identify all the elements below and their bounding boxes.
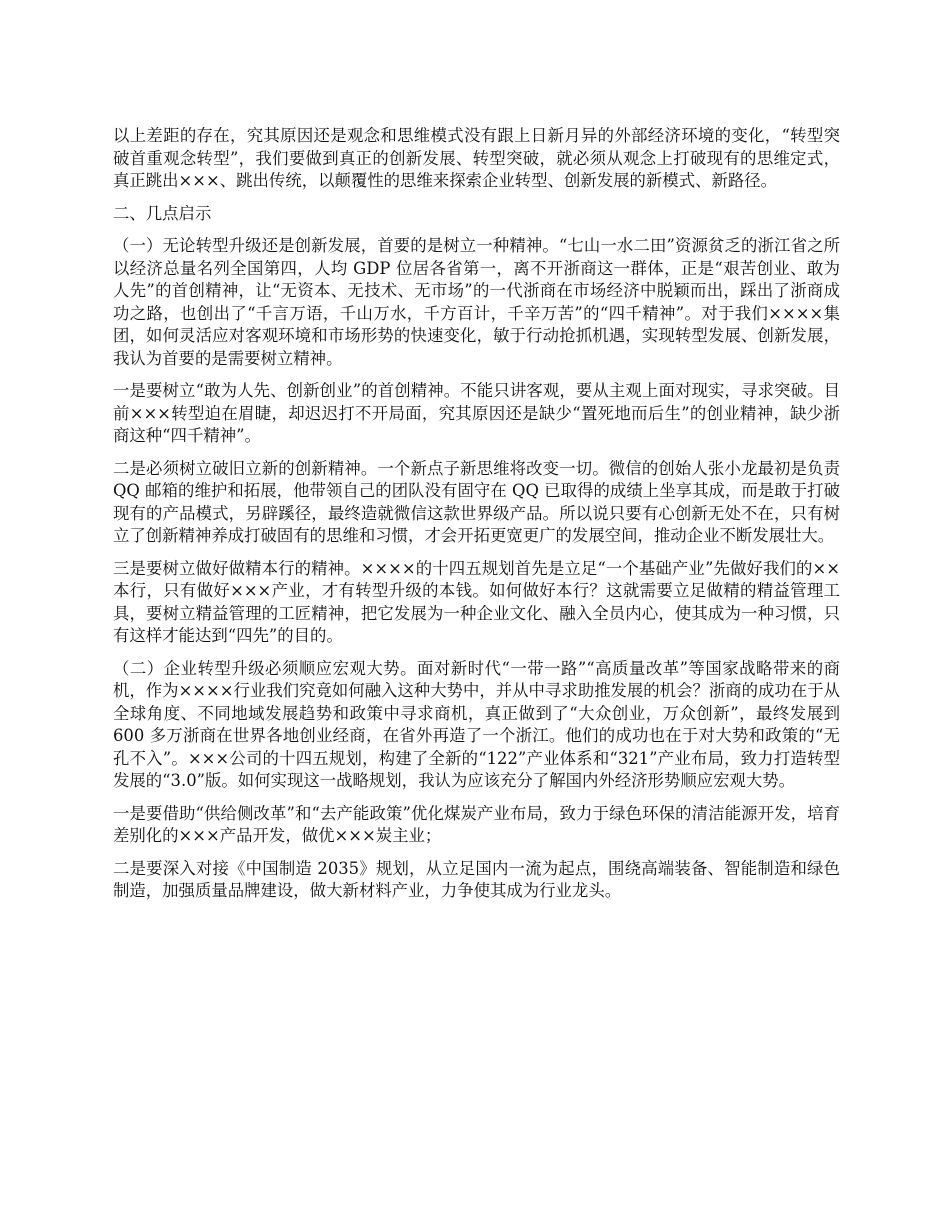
section-heading-insights: 二、几点启示 [113, 203, 212, 223]
paragraph-innovation-spirit: 二是必须树立破旧立新的创新精神。一个新点子新思维将改变一切。微信的创始人张小龙最初是负责 QQ 邮箱的维护和拓展，他带领自己的团队没有固守在 QQ 已取得的成绩上坐享其成，而是敢于打破现有的产品模式，另辟蹊径，最终造就微信这款世界级产品。所以说只要有心创新无处不在，只有树立了创新精神养成打破固有的思维和习惯，才会开拓更宽更广的发展空间，推动企业不断发展壮大。 [113, 458, 840, 545]
paragraph-gap-analysis: 以上差距的存在，究其原因还是观念和思维模式没有跟上日新月异的外部经济环境的变化，“转型突破首重观念转型”，我们要做到真正的创新发展、转型突破，就必须从观念上打破现有的思维定式，真正跳出×××、跳出传统，以颠覆性的思维来探索企业转型、创新发展的新模式、新路径。 [113, 126, 840, 190]
paragraph-macro-trends: （二）企业转型升级必须顺应宏观大势。面对新时代“一带一路”“高质量改革”等国家战略带来的商机，作为××××行业我们究竟如何融入这种大势中，并从中寻求助推发展的机会？浙商的成功在于从全球角度、不同地域发展趋势和政策中寻求商机，真正做到了“大众创业，万众创新”，最终发展到 600 多万浙商在世界各地创业经商，在省外再造了一个浙江。他们的成功也在于对大势和政策的“无孔不入”。×××公司的十四五规划，构建了全新的“122”产业体系和“321”产业布局，致力打造转型发展的“3.0”版。如何实现这一战略规划，我认为应该充分了解国内外经济形势顺应宏观大势。 [113, 658, 840, 790]
paragraph-pioneering-spirit: 一是要树立“敢为人先、创新创业”的首创精神。不能只讲客观，要从主观上面对现实，寻求突破。目前×××转型迫在眉睫，却迟迟打不开局面，究其原因还是缺少“置死地而后生”的创业精神，缺少浙商这种“四千精神”。 [113, 381, 840, 445]
paragraph-craftsmanship-spirit: 三是要树立做好做精本行的精神。××××的十四五规划首先是立足“一个基础产业”先做好我们的××本行，只有做好×××产业，才有转型升级的本钱。如何做好本行？这就需要立足做精的精益管理工具，要树立精益管理的工匠精神，把它发展为一种企业文化、融入全员内心，使其成为一种习惯，只有这样才能达到“四先”的目的。 [113, 558, 840, 645]
document-body [113, 125, 840, 913]
paragraph-made-in-china: 二是要深入对接《中国制造 2035》规划，从立足国内一流为起点，围绕高端装备、智能制造和绿色制造，加强质量品牌建设，做大新材料产业，力争使其成为行业龙头。 [113, 858, 840, 900]
paragraph-supply-side-reform: 一是要借助“供给侧改革”和“去产能政策”优化煤炭产业布局，致力于绿色环保的清洁能源开发，培育差别化的×××产品开发，做优×××炭主业； [113, 803, 840, 845]
paragraph-spirit: （一）无论转型升级还是创新发展，首要的是树立一种精神。“七山一水二田”资源贫乏的浙江省之所以经济总量名列全国第四，人均 GDP 位居各省第一，离不开浙商这一群体，正是“艰苦创业、敢为人先”的首创精神，让“无资本、无技术、无市场”的一代浙商在市场经济中脱颖而出，踩出了浙商成功之路，也创出了“千言万语，千山万水，千方百计，千辛万苦”的“四千精神”。对于我们××××集团，如何灵活应对客观环境和市场形势的快速变化，敏于行动抢抓机遇，实现转型发展、创新发展，我认为首要的是需要树立精神。 [113, 236, 840, 368]
